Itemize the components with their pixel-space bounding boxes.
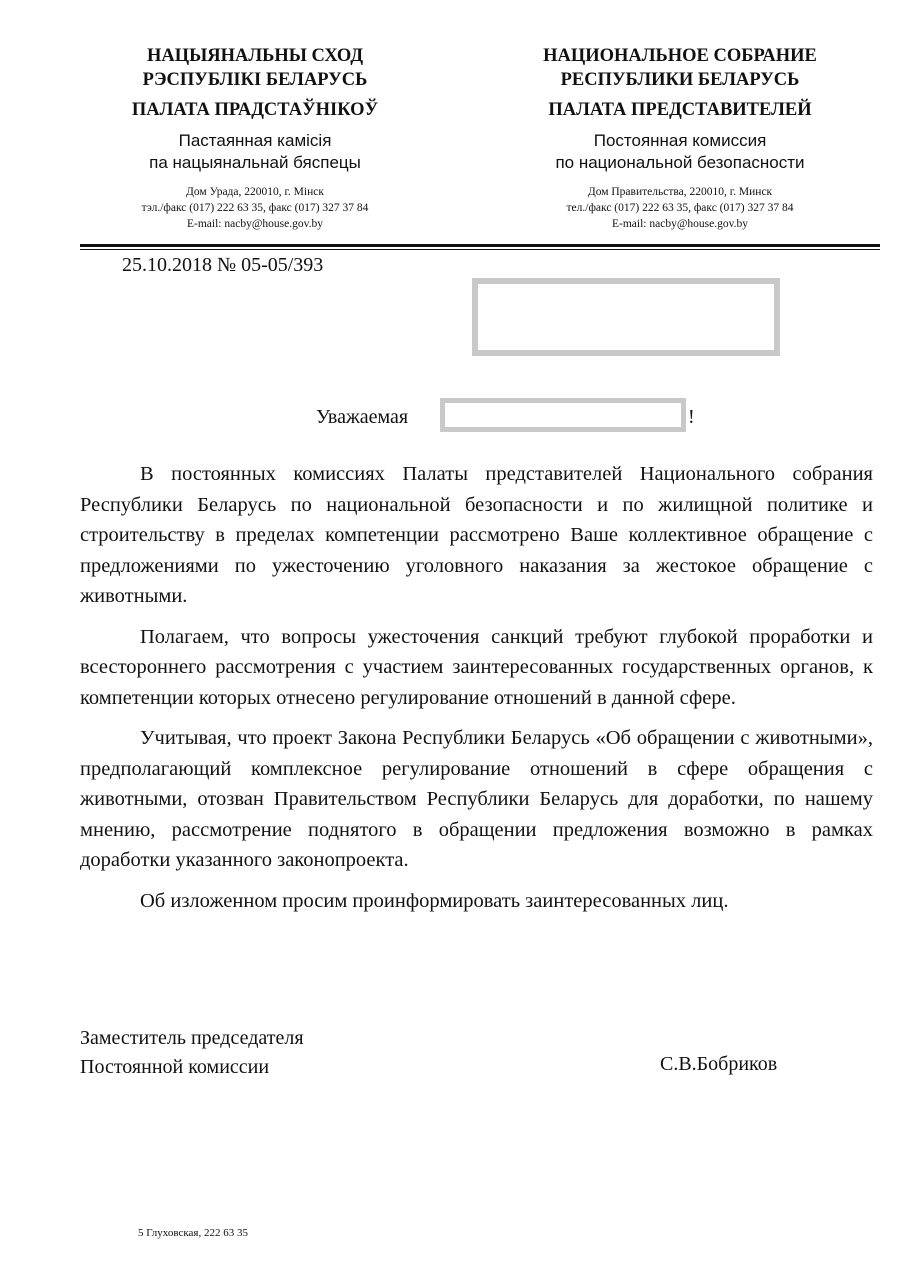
chamber-name: ПАЛАТА ПРАДСТАЎНІКОЎ	[131, 100, 379, 120]
commission-name	[480, 130, 880, 174]
commission-line2: па нацыянальнай бяспецы	[149, 153, 361, 172]
header-right-russian	[480, 44, 880, 232]
header-divider	[80, 244, 880, 247]
greeting-exclamation: !	[688, 406, 695, 428]
org-name-line2: РЭСПУБЛІКІ БЕЛАРУСЬ	[142, 70, 368, 90]
address: Дом Правительства, 220010, г. Минск	[587, 186, 773, 198]
chamber-name: ПАЛАТА ПРЕДСТАВИТЕЛЕЙ	[548, 100, 812, 120]
phone: тэл./факс (017) 222 63 35, факс (017) 327 37 84	[141, 202, 369, 214]
commission-line2: по национальной безопасности	[555, 153, 805, 172]
redacted-addressee-box	[472, 278, 780, 356]
redacted-name-box	[440, 398, 686, 432]
header-left-belarusian	[55, 44, 455, 232]
email: E-mail: nacby@house.gov.by	[612, 218, 748, 230]
paragraph: Об изложенном просим проинформировать заинтересованных лиц.	[140, 889, 729, 912]
commission-line1: Пастаянная камісія	[178, 131, 332, 150]
signature-title-line2: Постоянной комиссии	[80, 1056, 270, 1078]
phone: тел./факс (017) 222 63 35, факс (017) 327 37 84	[566, 202, 794, 214]
greeting: Уважаемая	[316, 406, 409, 428]
org-name-line1: НАЦИОНАЛЬНОЕ СОБРАНИЕ	[543, 46, 817, 66]
org-name-line1: НАЦЫЯНАЛЬНЫ СХОД	[146, 46, 364, 66]
contact-block	[55, 184, 455, 232]
commission-line1: Постоянная комиссия	[593, 131, 767, 150]
signature-title-line1: Заместитель председателя	[80, 1027, 304, 1049]
signature-name: С.В.Бобриков	[660, 1053, 778, 1075]
commission-name	[55, 130, 455, 174]
org-name-line2: РЕСПУБЛИКИ БЕЛАРУСЬ	[560, 70, 800, 90]
signature-title	[80, 1024, 304, 1082]
contact-block	[480, 184, 880, 232]
footer-note: 5 Глуховская, 222 63 35	[138, 1227, 248, 1239]
email: E-mail: nacby@house.gov.by	[187, 218, 323, 230]
letter-body	[80, 459, 873, 926]
paragraph: Учитывая, что проект Закона Республики Беларусь «Об обращении с животными», предполагающий комплексное регулирование отношений в сфере обращения с животными, отозван Правительством Республики Беларусь для доработки, по нашему мнению, рассмотрение поднятого в обращении предложения возможно в рамках доработки указанного законопроекта.	[80, 727, 873, 871]
paragraph: В постоянных комиссиях Палаты представителей Национального собрания Республики Беларусь по национальной безопасности и по жилищной политике и строительству в пределах компетенции рассмотрено Ваше коллективное обращение с предложениями по ужесточению уголовного наказания за жестокое обращение с животными.	[80, 463, 873, 607]
reference-number: 25.10.2018 № 05-05/393	[122, 254, 324, 276]
address: Дом Урада, 220010, г. Мінск	[186, 186, 324, 198]
paragraph: Полагаем, что вопросы ужесточения санкций требуют глубокой проработки и всестороннего рассмотрения с участием заинтересованных государственных органов, к компетенции которых отнесено регулирование отношений в данной сфере.	[80, 625, 873, 709]
header-divider-thin	[80, 249, 880, 250]
